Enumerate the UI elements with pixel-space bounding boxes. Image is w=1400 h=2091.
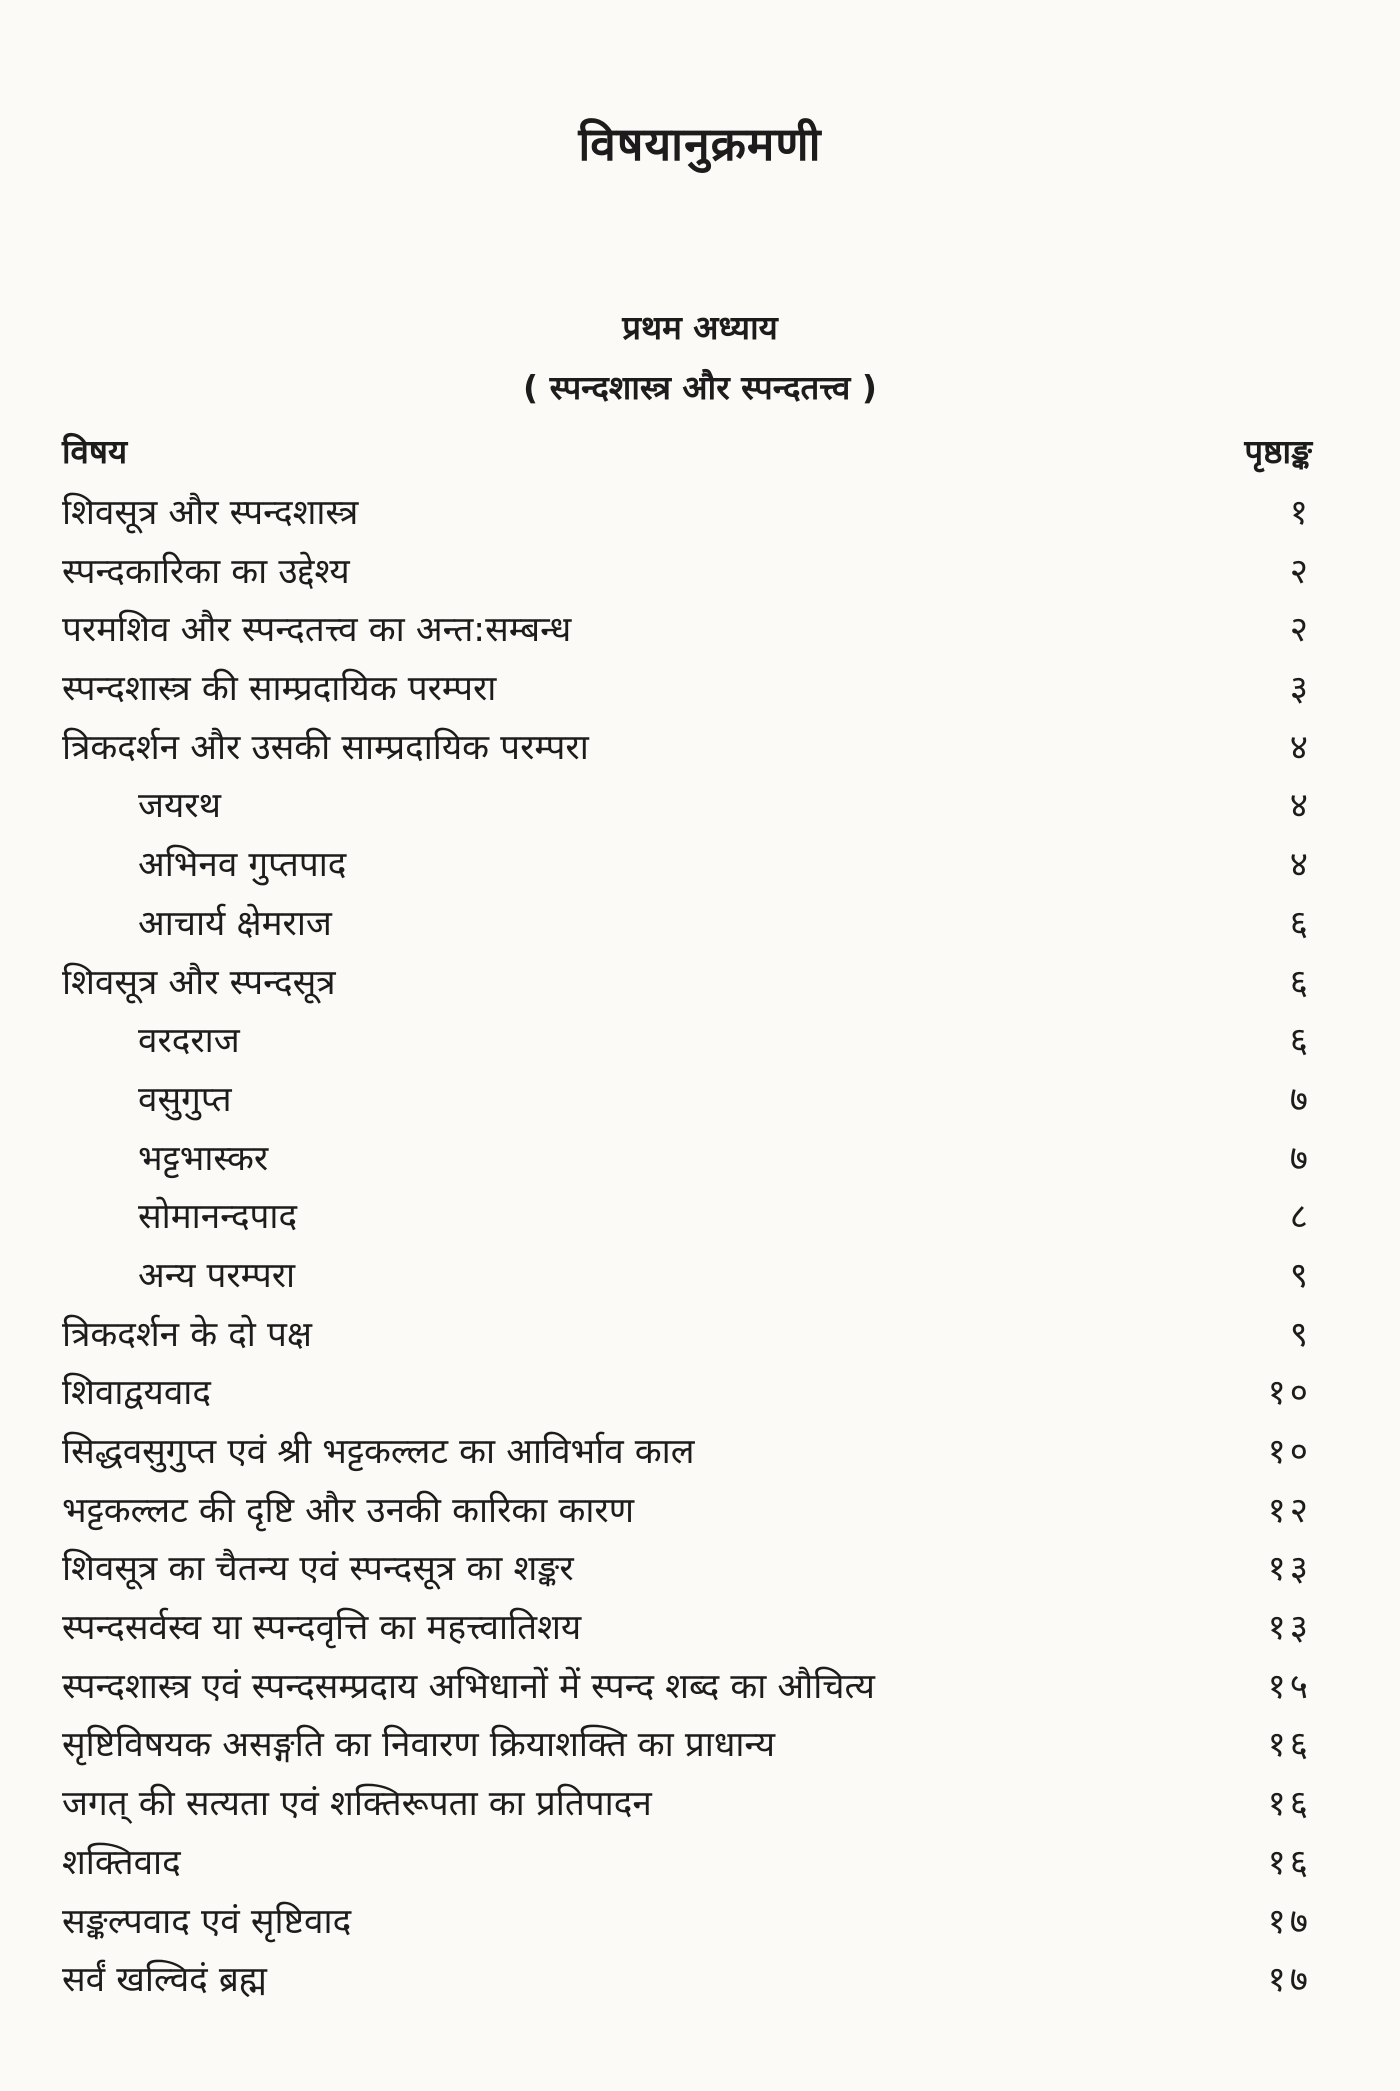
entry-label: जगत् की सत्यता एवं शक्तिरूपता का प्रतिपादन bbox=[62, 1784, 652, 1825]
chapter-subtitle: ( स्पन्दशास्त्र और स्पन्दतत्त्व ) bbox=[523, 368, 877, 407]
toc-entry bbox=[62, 601, 1312, 660]
toc-entry bbox=[62, 1599, 1312, 1658]
toc-entry bbox=[62, 719, 1312, 778]
toc-subentry bbox=[62, 1130, 1312, 1189]
entry-label: शिवसूत्र का चैतन्य एवं स्पन्दसूत्र का शङ्कर bbox=[62, 1549, 574, 1590]
toc-entry bbox=[62, 1540, 1312, 1599]
toc-entry bbox=[62, 1306, 1312, 1365]
entry-page: ४ bbox=[1289, 845, 1312, 886]
entry-label: स्पन्दकारिका का उद्देश्य bbox=[62, 551, 350, 592]
toc-entry bbox=[62, 1951, 1312, 2010]
page-column-header: पृष्ठाङ्क bbox=[1244, 432, 1312, 471]
toc-subentry bbox=[62, 777, 1312, 836]
entry-label: सोमानन्दपाद bbox=[138, 1197, 298, 1238]
entry-page: १२ bbox=[1267, 1490, 1312, 1531]
toc-entry bbox=[62, 1716, 1312, 1775]
entry-label: वरदराज bbox=[138, 1021, 240, 1062]
entry-label: त्रिकदर्शन और उसकी साम्प्रदायिक परम्परा bbox=[62, 727, 589, 768]
entry-page: १३ bbox=[1267, 1549, 1312, 1590]
entry-label: जयरथ bbox=[138, 786, 221, 827]
entry-page: १६ bbox=[1267, 1842, 1312, 1883]
entry-page: २ bbox=[1289, 610, 1312, 651]
entry-page: ९ bbox=[1289, 1314, 1312, 1355]
entry-label: परमशिव और स्पन्दतत्त्व का अन्त:सम्बन्ध bbox=[62, 610, 572, 651]
entry-label: स्पन्दशास्त्र की साम्प्रदायिक परम्परा bbox=[62, 669, 497, 710]
toc-subentry bbox=[62, 1012, 1312, 1071]
toc-entry bbox=[62, 484, 1312, 543]
entry-page: ४ bbox=[1289, 786, 1312, 827]
toc-subentry bbox=[62, 1071, 1312, 1130]
entry-label: सर्वं खल्विदं ब्रह्म bbox=[62, 1960, 267, 2001]
entry-page: १० bbox=[1267, 1432, 1312, 1472]
entry-label: शिवाद्वयवाद bbox=[62, 1373, 211, 1414]
entry-page: १३ bbox=[1267, 1608, 1312, 1649]
entry-label: स्पन्दसर्वस्व या स्पन्दवृत्ति का महत्त्वातिशय bbox=[62, 1608, 582, 1649]
entry-page: १ bbox=[1289, 493, 1312, 533]
toc-entry bbox=[62, 543, 1312, 602]
entry-page: १७ bbox=[1267, 1901, 1312, 1942]
entry-label: सिद्धवसुगुप्त एवं श्री भट्टकल्लट का आविर्भाव काल bbox=[62, 1432, 695, 1472]
toc-entry bbox=[62, 1364, 1312, 1423]
entry-page: ६ bbox=[1289, 903, 1312, 944]
entry-page: १५ bbox=[1267, 1666, 1312, 1707]
entry-label: अभिनव गुप्तपाद bbox=[138, 845, 347, 886]
entry-label: भट्टकल्लट की दृष्टि और उनकी कारिका कारण bbox=[62, 1490, 635, 1531]
toc-entry bbox=[62, 1423, 1312, 1482]
toc-subentry bbox=[62, 836, 1312, 895]
entry-page: ६ bbox=[1289, 962, 1312, 1003]
entry-label: सङ्कल्पवाद एवं सृष्टिवाद bbox=[62, 1901, 352, 1942]
entry-label: भट्टभास्कर bbox=[138, 1138, 269, 1179]
toc-header-row bbox=[62, 428, 1312, 478]
entry-label: शक्तिवाद bbox=[62, 1842, 181, 1883]
toc-entry bbox=[62, 1834, 1312, 1893]
toc-entry bbox=[62, 1893, 1312, 1952]
toc-entry bbox=[62, 660, 1312, 719]
entry-page: १६ bbox=[1267, 1784, 1312, 1825]
toc-entry bbox=[62, 1775, 1312, 1834]
entry-page: १६ bbox=[1267, 1725, 1312, 1766]
entry-page: १० bbox=[1267, 1373, 1312, 1414]
toc-subentry bbox=[62, 1247, 1312, 1306]
entry-page: १७ bbox=[1267, 1960, 1312, 2001]
toc-entry bbox=[62, 1482, 1312, 1541]
entry-page: ३ bbox=[1289, 669, 1312, 710]
toc-list bbox=[62, 484, 1312, 2010]
entry-label: वसुगुप्त bbox=[138, 1079, 232, 1120]
entry-page: ८ bbox=[1289, 1197, 1312, 1238]
chapter-heading: प्रथम अध्याय bbox=[622, 308, 778, 347]
entry-label: शिवसूत्र और स्पन्दशास्त्र bbox=[62, 493, 359, 533]
entry-page: ४ bbox=[1289, 727, 1312, 768]
subject-column-header: विषय bbox=[62, 432, 128, 471]
entry-label: त्रिकदर्शन के दो पक्ष bbox=[62, 1314, 312, 1355]
entry-page: ७ bbox=[1289, 1079, 1312, 1120]
toc-subentry bbox=[62, 1188, 1312, 1247]
toc-entry bbox=[62, 1658, 1312, 1717]
entry-label: सृष्टिविषयक असङ्गति का निवारण क्रियाशक्ति का प्राधान्य bbox=[62, 1725, 776, 1766]
entry-label: शिवसूत्र और स्पन्दसूत्र bbox=[62, 962, 336, 1003]
entry-page: ७ bbox=[1289, 1138, 1312, 1179]
toc-entry bbox=[62, 954, 1312, 1013]
entry-page: ९ bbox=[1289, 1255, 1312, 1296]
page-title: विषयानुक्रमणी bbox=[578, 117, 822, 171]
entry-page: ६ bbox=[1289, 1021, 1312, 1062]
entry-label: अन्य परम्परा bbox=[138, 1255, 296, 1296]
entry-label: आचार्य क्षेमराज bbox=[138, 903, 332, 944]
toc-subentry bbox=[62, 895, 1312, 954]
entry-page: २ bbox=[1289, 551, 1312, 592]
entry-label: स्पन्दशास्त्र एवं स्पन्दसम्प्रदाय अभिधानों में स्पन्द शब्द का औचित्य bbox=[62, 1666, 875, 1707]
